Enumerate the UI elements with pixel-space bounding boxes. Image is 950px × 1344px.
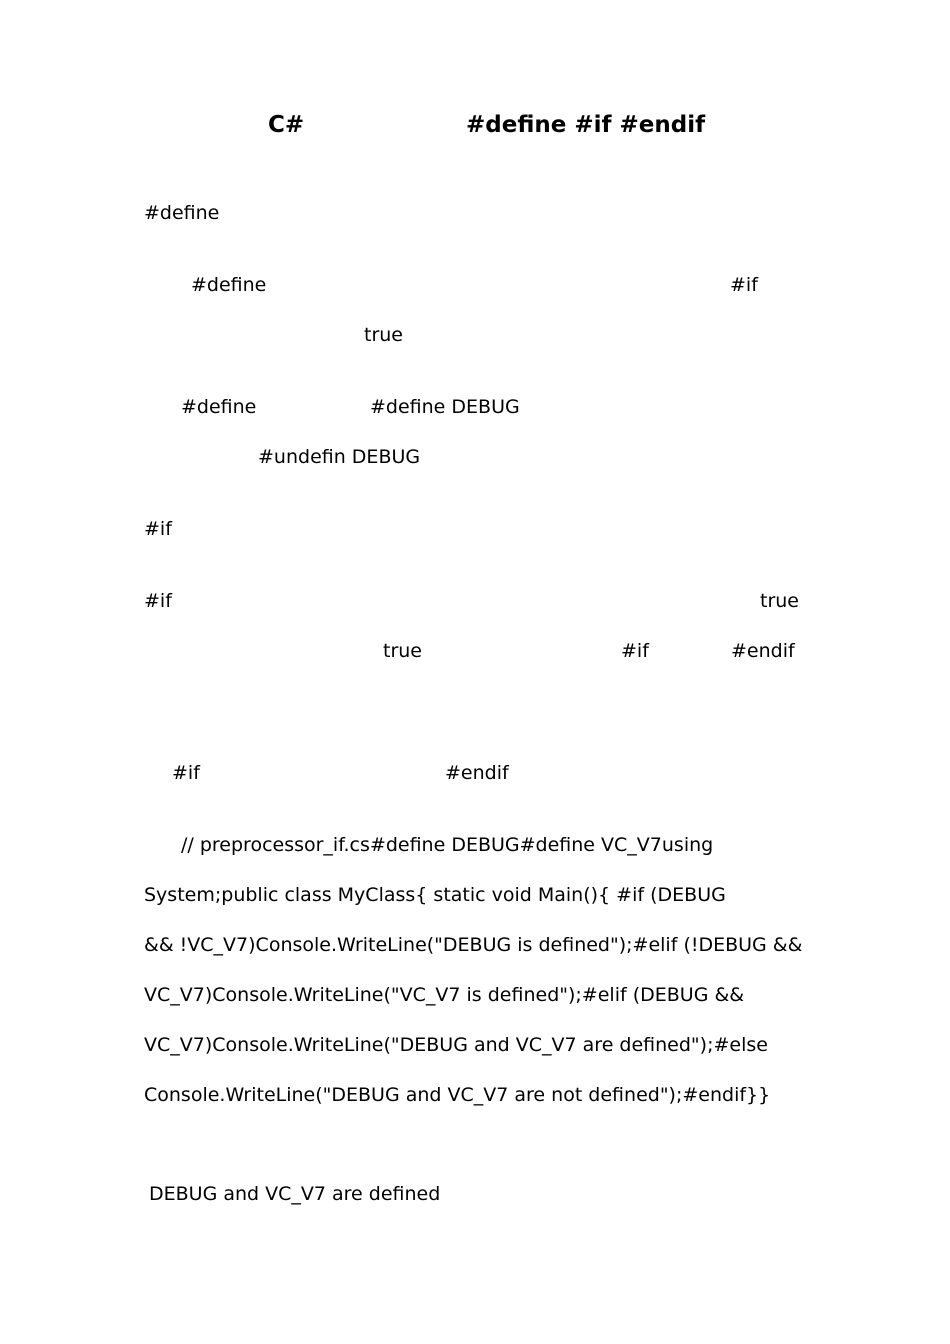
define-line1-if: #if bbox=[730, 274, 758, 296]
code-line: // preprocessor_if.cs#define DEBUG#define VC_V7using bbox=[181, 834, 714, 856]
define-line3-keyword: #define bbox=[181, 396, 257, 418]
code-line: && !VC_V7)Console.WriteLine("DEBUG is defined");#elif (!DEBUG && bbox=[144, 934, 803, 956]
page-title-left: C# bbox=[268, 112, 305, 138]
if-line2-endif: #endif bbox=[731, 640, 795, 662]
if-line1-keyword: #if bbox=[144, 590, 172, 612]
if-line1-true: true bbox=[760, 590, 799, 612]
define-line4-undefine: #undefin DEBUG bbox=[258, 446, 421, 468]
define-line2-true: true bbox=[364, 324, 403, 346]
program-output: DEBUG and VC_V7 are defined bbox=[149, 1183, 441, 1205]
define-line1-keyword: #define bbox=[191, 274, 267, 296]
code-line: Console.WriteLine("DEBUG and VC_V7 are not defined");#endif}} bbox=[144, 1084, 771, 1106]
if-line2-true: true bbox=[383, 640, 422, 662]
if-line2-if: #if bbox=[621, 640, 649, 662]
if-line3-endif: #endif bbox=[445, 762, 509, 784]
section-heading-define: #define bbox=[144, 202, 220, 224]
code-line: VC_V7)Console.WriteLine("VC_V7 is defined");#elif (DEBUG && bbox=[144, 984, 745, 1006]
page-title-right: #define #if #endif bbox=[466, 112, 706, 138]
section-heading-if: #if bbox=[144, 518, 172, 540]
code-line: VC_V7)Console.WriteLine("DEBUG and VC_V7 are defined");#else bbox=[144, 1034, 768, 1056]
if-line3-if: #if bbox=[172, 762, 200, 784]
define-line3-example: #define DEBUG bbox=[370, 396, 520, 418]
code-line: System;public class MyClass{ static void Main(){ #if (DEBUG bbox=[144, 884, 726, 906]
